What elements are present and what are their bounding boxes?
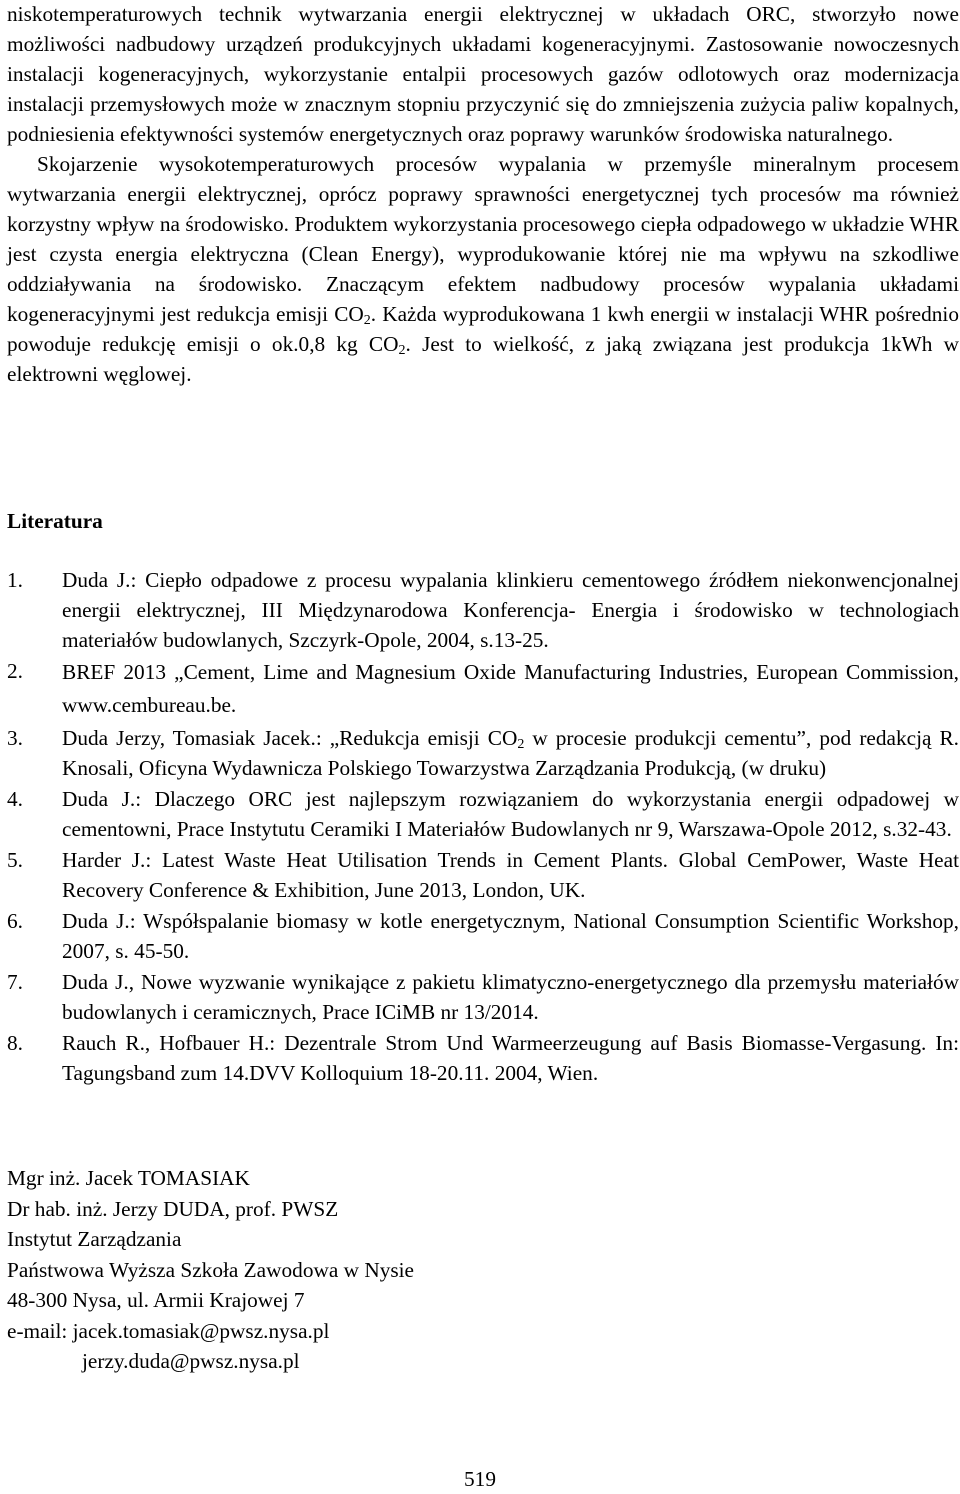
reference-item <box>7 723 959 783</box>
author-line: Państwowa Wyższa Szkoła Zawodowa w Nysie <box>7 1257 415 1282</box>
email-address[interactable]: jacek.tomasiak@pwsz.nysa.pl <box>72 1318 330 1343</box>
author-line: 48-300 Nysa, ul. Armii Krajowej 7 <box>7 1288 305 1312</box>
reference-text: Duda J., Nowe wyzwanie wynikające z pakietu klimatyczno-energetycznego dla przemysłu materiałów budowlanych i ceramicznych, Prace ICiMB nr 13/2014. <box>62 970 959 1024</box>
paragraph-2 <box>7 149 959 389</box>
email-address[interactable]: jerzy.duda@pwsz.nysa.pl <box>82 1349 300 1373</box>
reference-list <box>7 565 959 1089</box>
reference-text: Duda J.: Ciepło odpadowe z procesu wypalania klinkieru cementowego źródłem niekonwencjonalnej energii elektrycznej, III Międzynarodowa Konferencja- Energia i środowisko w technologiach materiałów budowlanych, Szczyrk-Opole, 2004, s.13-25. <box>62 568 959 652</box>
reference-item <box>7 845 959 905</box>
reference-item <box>7 656 959 722</box>
reference-item <box>7 565 959 655</box>
reference-number: 3. <box>7 726 23 750</box>
reference-text-part-2: w procesie produkcji cementu”, pod redakcją R. Knosali, Oficyna Wydawnicza Polskiego Towarzystwa Zarządzania Produkcją, (w druku) <box>62 726 959 780</box>
reference-number: 7. <box>7 970 23 994</box>
reference-text-part-1: Duda Jerzy, Tomasiak Jacek.: „Redukcja emisji CO <box>62 726 518 750</box>
reference-number: 8. <box>7 1031 23 1055</box>
page-number: 519 <box>464 1467 496 1491</box>
author-block <box>7 1163 414 1377</box>
body-text <box>7 0 959 389</box>
reference-item <box>7 784 959 844</box>
email-label: e-mail: <box>7 1318 73 1343</box>
subscript-2: 2 <box>363 313 371 328</box>
reference-item <box>7 967 959 1027</box>
email-line <box>7 1346 414 1377</box>
reference-item <box>7 906 959 966</box>
reference-item <box>7 1028 959 1088</box>
subscript-2: 2 <box>517 737 525 752</box>
email-line <box>7 1316 414 1347</box>
reference-text: Rauch R., Hofbauer H.: Dezentrale Strom Und Warmeerzeugung auf Basis Biomasse-Vergasung. In: Tagungsband zum 14.DVV Kolloquium 18-20.11. 2004, Wien. <box>62 1031 959 1085</box>
paragraph-2-part-2: . Każda wyprodukowana 1 kwh energii w instalacji WHR pośrednio powoduje redukcję emisji o ok.0,8 kg CO <box>7 302 959 356</box>
reference-text: BREF 2013 „Cement, Lime and Magnesium Oxide Manufacturing Industries, European Commission, www.cembureau.be. <box>62 660 959 717</box>
author-line: Mgr inż. Jacek TOMASIAK <box>7 1166 250 1190</box>
reference-number: 5. <box>7 848 23 872</box>
section-heading: Literatura <box>7 509 103 533</box>
paragraph-2-part-1: Skojarzenie wysokotemperaturowych procesów wypalania w przemyśle mineralnym procesem wytwarzania energii elektrycznej, oprócz poprawy sprawności energetycznej tych procesów ma również korzystny wpływ na środowisko. Produktem wykorzystania procesowego ciepła odpadowego w układzie WHR jest czysta energia elektryczna (Clean Energy), wyprodukowanie której nie ma wpływu na szkodliwe oddziaływania na środowisko. Znaczącym efektem nadbudowy procesów wypalania układami kogeneracyjnymi jest redukcja emisji CO <box>7 152 959 326</box>
reference-number: 4. <box>7 787 23 811</box>
reference-text: Duda J.: Współspalanie biomasy w kotle energetycznym, National Consumption Scientific Workshop, 2007, s. 45-50. <box>62 909 959 963</box>
paragraph-2-part-3: . Jest to wielkość, z jaką związana jest produkcja 1kWh w elektrowni węglowej. <box>7 332 959 386</box>
reference-text: Duda J.: Dlaczego ORC jest najlepszym rozwiązaniem do wykorzystania energii odpadowej w cementowni, Prace Instytutu Ceramiki I Materiałów Budowlanych nr 9, Warszawa-Opole 2012, s.32-43. <box>62 787 959 841</box>
reference-number: 2. <box>7 659 23 683</box>
subscript-2: 2 <box>398 343 406 358</box>
reference-number: 1. <box>7 568 23 592</box>
author-line: Instytut Zarządzania <box>7 1227 182 1251</box>
reference-text: Harder J.: Latest Waste Heat Utilisation Trends in Cement Plants. Global CemPower, Waste Heat Recovery Conference & Exhibition, June 2013, London, UK. <box>62 848 959 902</box>
author-line: Dr hab. inż. Jerzy DUDA, prof. PWSZ <box>7 1196 339 1221</box>
reference-number: 6. <box>7 909 23 933</box>
paragraph-1: niskotemperaturowych technik wytwarzania energii elektrycznej w układach ORC, stworzyło nowe możliwości nadbudowy urządzeń produkcyjnych układami kogeneracyjnymi. Zastosowanie nowoczesnych instalacji kogeneracyjnych, wykorzystanie entalpii procesowych gazów odlotowych oraz modernizacja instalacji przemysłowych może w znacznym stopniu przyczynić się do zmniejszenia zużycia paliw kopalnych, podniesienia efektywności systemów energetycznych oraz poprawy warunków środowiska naturalnego. <box>7 2 959 146</box>
reference-text <box>62 723 959 783</box>
